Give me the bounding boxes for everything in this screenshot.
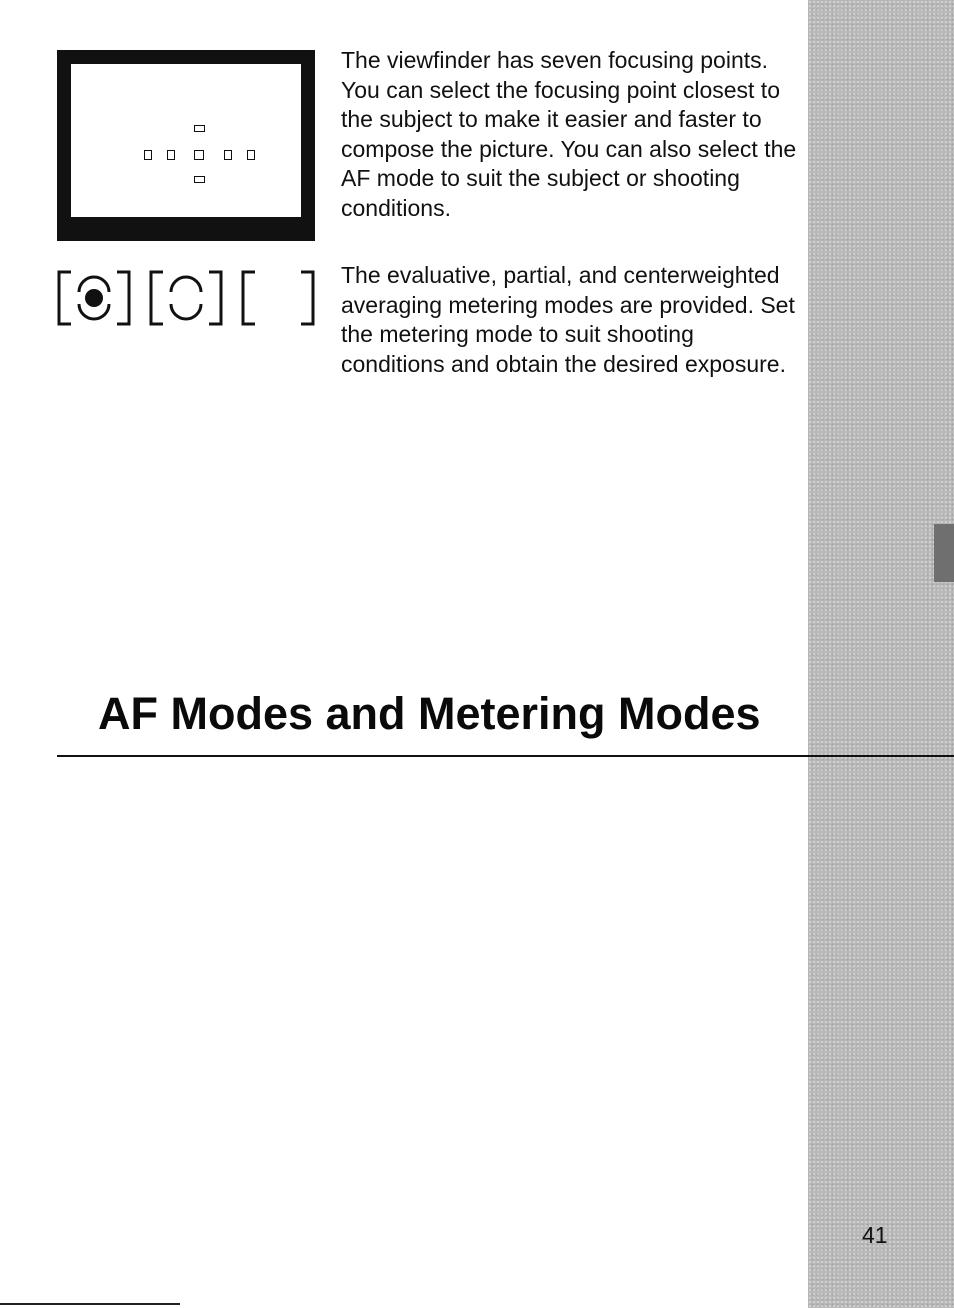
section-title: AF Modes and Metering Modes [98,688,761,739]
title-divider [57,755,954,757]
viewfinder-screen [71,64,301,217]
metering-description: The evaluative, partial, and centerweighted averaging metering modes are provided. Set the metering mode to suit shooting conditions and obtain the desired exposure. [341,262,795,377]
viewfinder-description: The viewfinder has seven focusing points. You can select the focusing point closest to the subject to make it easier and faster to compose the picture. You can also select the AF mode to suit the subject or shooting conditions. [341,47,797,221]
evaluative-metering-icon [57,270,131,326]
side-thumb-band [808,0,954,1308]
af-point-right-icon [224,150,232,160]
af-point-far-left-icon [144,150,152,160]
af-point-left-icon [167,150,175,160]
af-point-bottom-icon [194,176,205,183]
af-point-far-right-icon [247,150,255,160]
bottom-edge-line [0,1303,180,1305]
page-number: 41 [862,1222,888,1248]
af-point-top-icon [194,125,205,132]
partial-metering-icon [149,270,223,326]
chapter-tab-marker [934,524,954,582]
af-point-center-icon [194,150,204,160]
viewfinder-illustration [57,50,315,241]
centerweighted-metering-icon [241,270,315,326]
